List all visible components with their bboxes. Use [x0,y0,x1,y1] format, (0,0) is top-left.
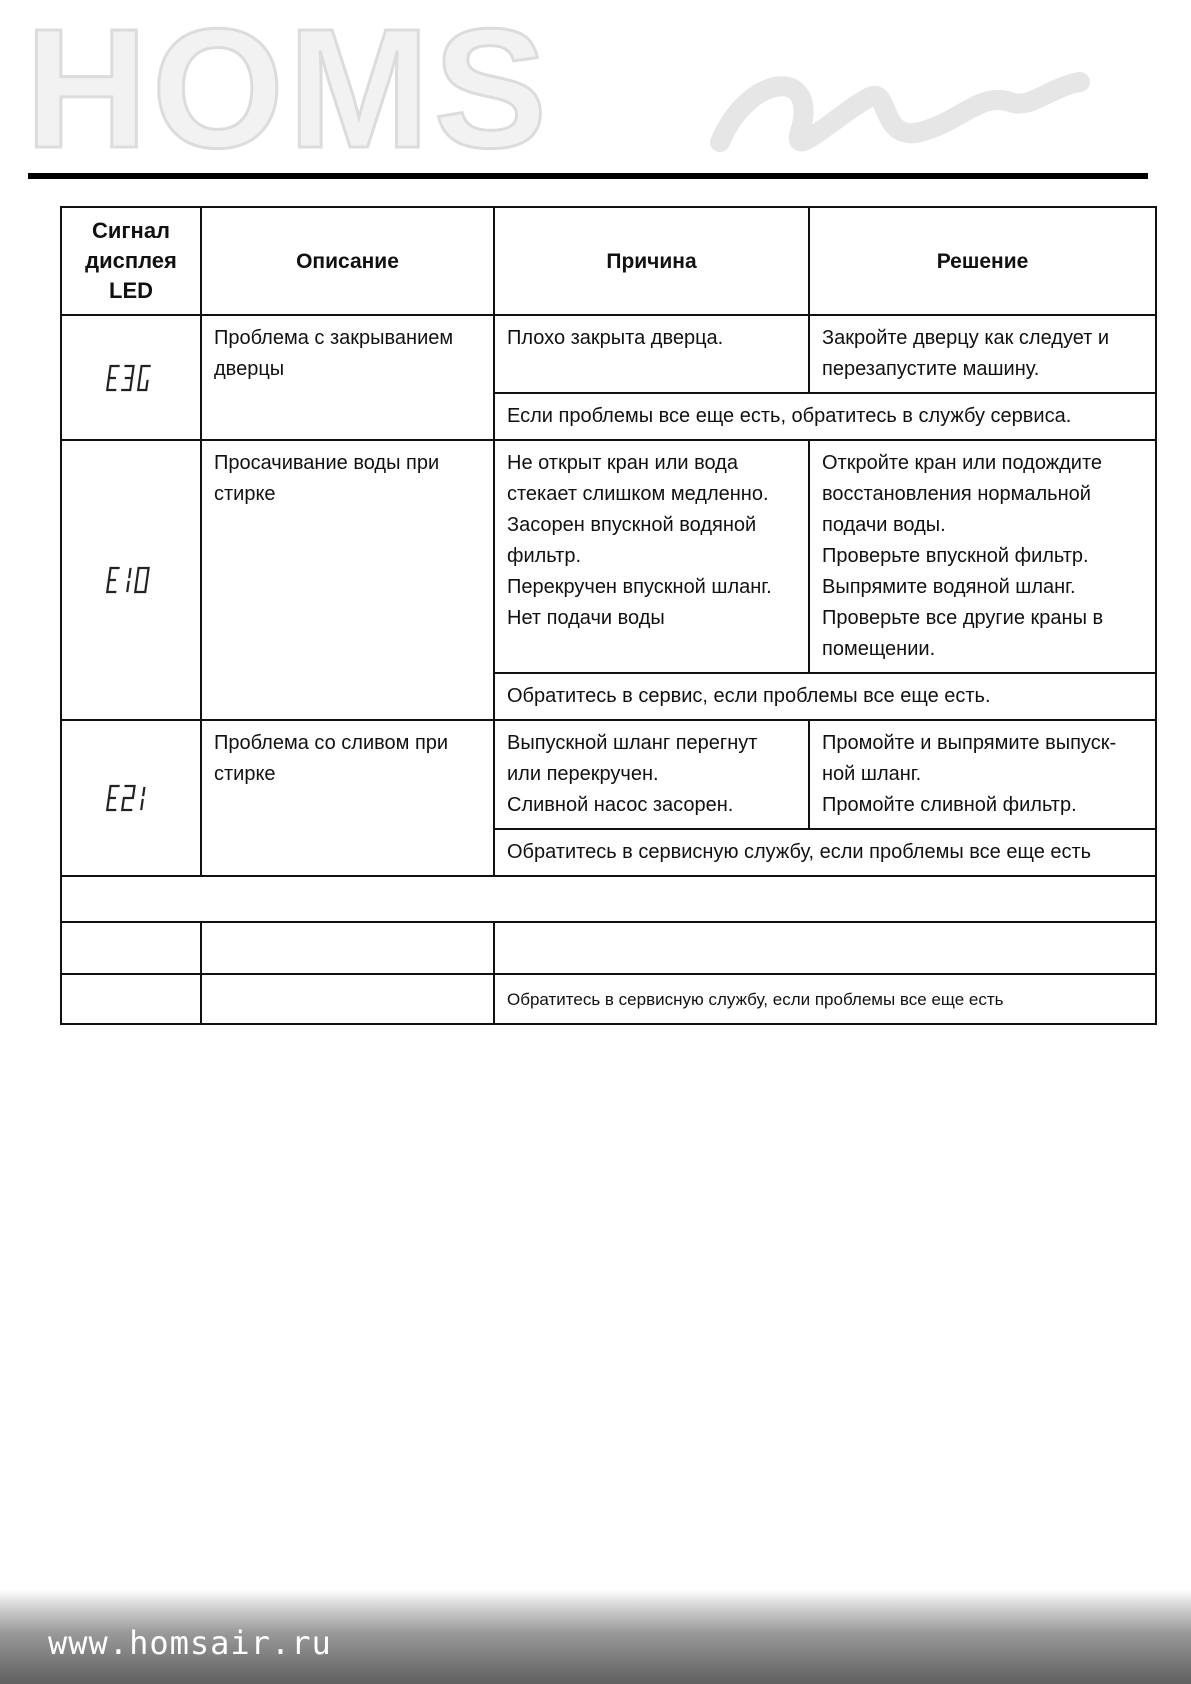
text-line: подачи воды. [822,514,946,536]
table-row [61,720,1156,829]
solution-cell [809,440,1156,673]
cause-cell [494,315,809,393]
text-line: стирке [214,763,276,785]
note-cell: Если проблемы все еще есть, обратитесь в службу сервиса. [494,393,1156,440]
description-cell [201,315,494,440]
text-line: восстановления нормальной [822,483,1091,505]
header-rule [28,173,1148,179]
header-signal-line: дисплея [85,248,177,273]
text-line: ной шланг. [822,763,922,785]
text-line: фильтр. [507,545,581,567]
text-line: Проверьте впускной фильтр. [822,545,1089,567]
seven-segment-code [105,363,157,393]
empty-cell [61,922,201,974]
empty-cell [61,876,1156,922]
empty-row [61,876,1156,922]
empty-cell [201,922,494,974]
table-row [61,974,1156,1024]
text-line: Промойте сливной фильтр. [822,794,1077,816]
footer-url: www.homsair.ru [48,1624,332,1662]
table-row [61,315,1156,393]
note-cell: Обратитесь в сервисную службу, если проблемы все еще есть [494,829,1156,876]
text-line: помещении. [822,638,936,660]
text-line: Просачивание воды при [214,452,440,474]
seven-segment-code [105,565,157,595]
description-cell [201,720,494,876]
error-code-e10 [61,440,201,720]
blank-row [61,922,1156,974]
header-solution: Решение [809,207,1156,315]
text-line: Выпускной шланг перегнут [507,732,758,754]
cause-cell [494,440,809,673]
header-signal [61,207,201,315]
text-line: Плохо закрыта дверца. [507,327,724,349]
text-line: перезапустите машину. [822,358,1040,380]
solution-cell [809,720,1156,829]
text-line: дверцы [214,358,285,380]
text-line: Перекручен впускной шланг. [507,576,772,598]
text-line: Сливной насос засорен. [507,794,734,816]
text-line: Засорен впускной водяной [507,514,757,536]
table-header-row [61,207,1156,315]
homsair-logo [20,12,1170,162]
text-line: Проблема со сливом при [214,732,449,754]
header-cause: Причина [494,207,809,315]
error-codes-table [60,206,1157,1025]
description-cell [201,440,494,720]
solution-cell [809,315,1156,393]
table-row [61,440,1156,673]
cause-cell [494,720,809,829]
empty-cell [201,974,494,1024]
note-cell: Обратитесь в сервис, если проблемы все еще есть. [494,673,1156,720]
footer-bar [0,1590,1191,1684]
empty-cell [61,974,201,1024]
header-signal-line: LED [109,278,153,303]
text-line: Откройте кран или подождите [822,452,1103,474]
error-code-e21 [61,720,201,876]
text-line: Закройте дверцу как следует и [822,327,1110,349]
text-line: Выпрямите водяной шланг. [822,576,1076,598]
text-line: Не открыт кран или вода [507,452,738,474]
text-line: стирке [214,483,276,505]
text-line: Нет подачи воды [507,607,665,629]
text-line: стекает слишком медленно. [507,483,769,505]
text-line: или перекручен. [507,763,659,785]
text-line: Проблема с закрыванием [214,327,454,349]
svg-text:HOMS: HOMS [25,12,551,162]
header-description: Описание [201,207,494,315]
note-cell: Обратитесь в сервисную службу, если проблемы все еще есть [494,974,1156,1024]
header-signal-line: Сигнал [91,218,171,243]
error-code-e3c [61,315,201,440]
seven-segment-code [105,783,157,813]
text-line: Проверьте все другие краны в [822,607,1104,629]
text-line: Промойте и выпрямите выпуск- [822,732,1117,754]
empty-cell [494,922,1156,974]
